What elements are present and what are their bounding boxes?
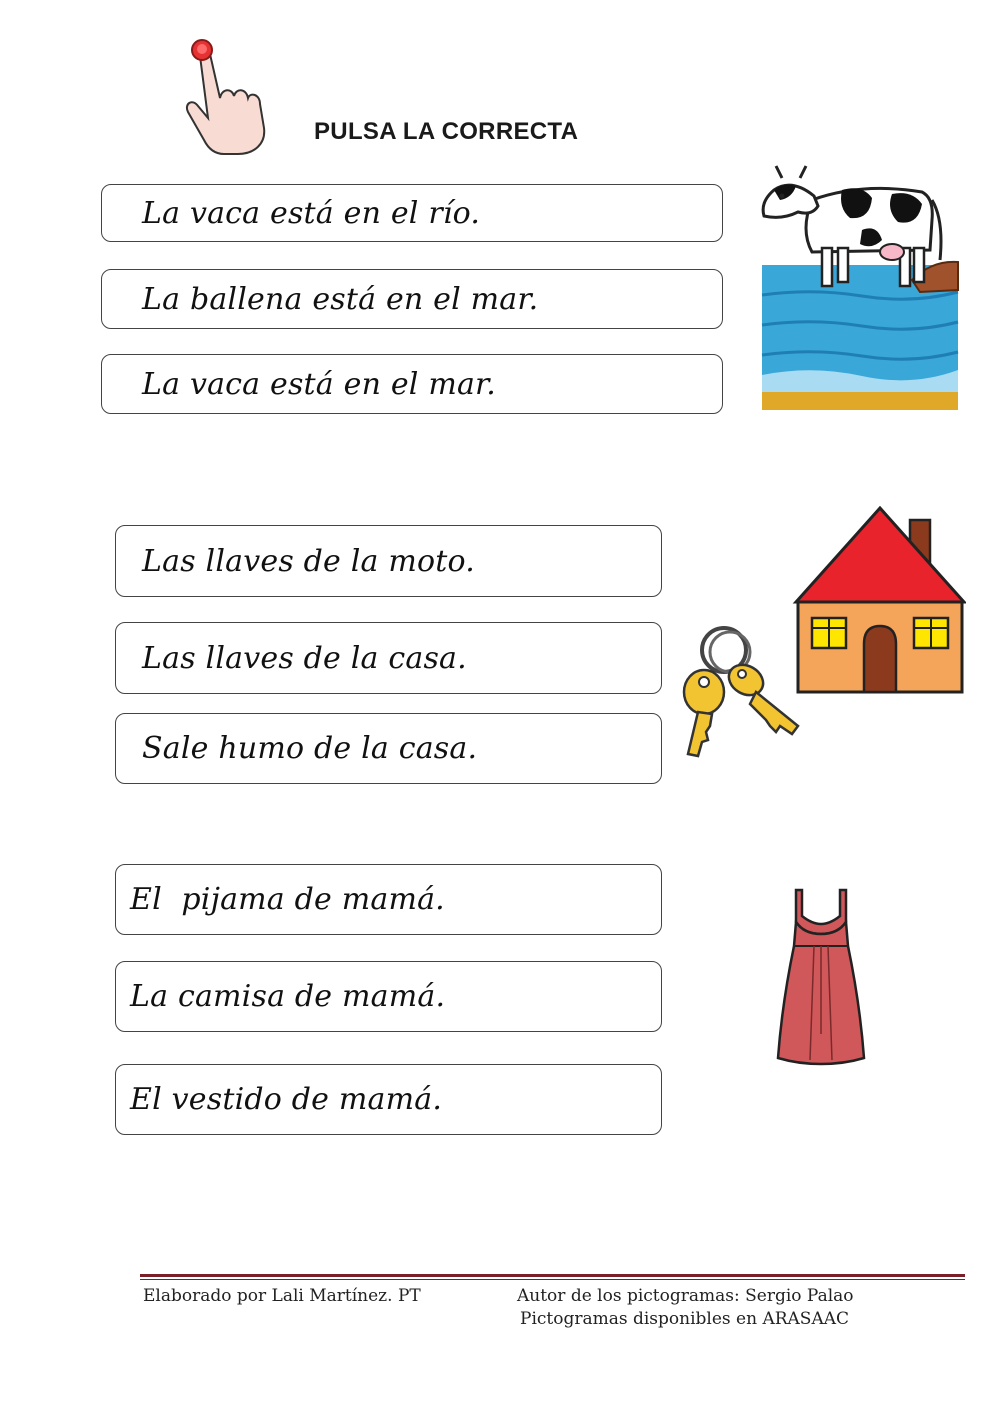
answer-option-label: Las llaves de la casa.	[142, 640, 467, 676]
footer-author: Elaborado por Lali Martínez. PT	[143, 1286, 421, 1306]
dress-pictogram	[774, 884, 868, 1066]
keys-pictogram	[676, 622, 806, 762]
answer-option-label: El vestido de mamá.	[130, 1082, 443, 1117]
answer-option[interactable]	[101, 354, 723, 414]
answer-option-label: La ballena está en el mar.	[142, 281, 539, 317]
answer-option[interactable]	[115, 961, 662, 1032]
answer-option[interactable]	[115, 525, 662, 597]
footer-rule-thin	[140, 1279, 965, 1280]
footer-rule	[140, 1274, 965, 1277]
hand-pointer-icon	[180, 36, 275, 158]
answer-option[interactable]	[115, 864, 662, 935]
answer-option[interactable]	[115, 1064, 662, 1135]
answer-option-label: Las llaves de la moto.	[142, 543, 475, 579]
footer-pictogram-author: Autor de los pictogramas: Sergio Palao	[517, 1286, 854, 1306]
answer-option-label: La camisa de mamá.	[130, 979, 446, 1014]
answer-option[interactable]	[115, 622, 662, 694]
answer-option-label: Sale humo de la casa.	[142, 731, 478, 766]
footer-source: Pictogramas disponibles en ARASAAC	[520, 1309, 850, 1329]
house-pictogram	[792, 506, 966, 696]
answer-option[interactable]	[115, 713, 662, 784]
answer-option[interactable]	[101, 184, 723, 242]
answer-option-label: La vaca está en el río.	[142, 195, 481, 231]
answer-option-label: El pijama de mamá.	[130, 882, 445, 917]
cow-in-sea-pictogram	[752, 160, 962, 412]
answer-option-label: La vaca está en el mar.	[142, 366, 497, 402]
page-title: PULSA LA CORRECTA	[314, 118, 579, 145]
answer-option[interactable]	[101, 269, 723, 329]
